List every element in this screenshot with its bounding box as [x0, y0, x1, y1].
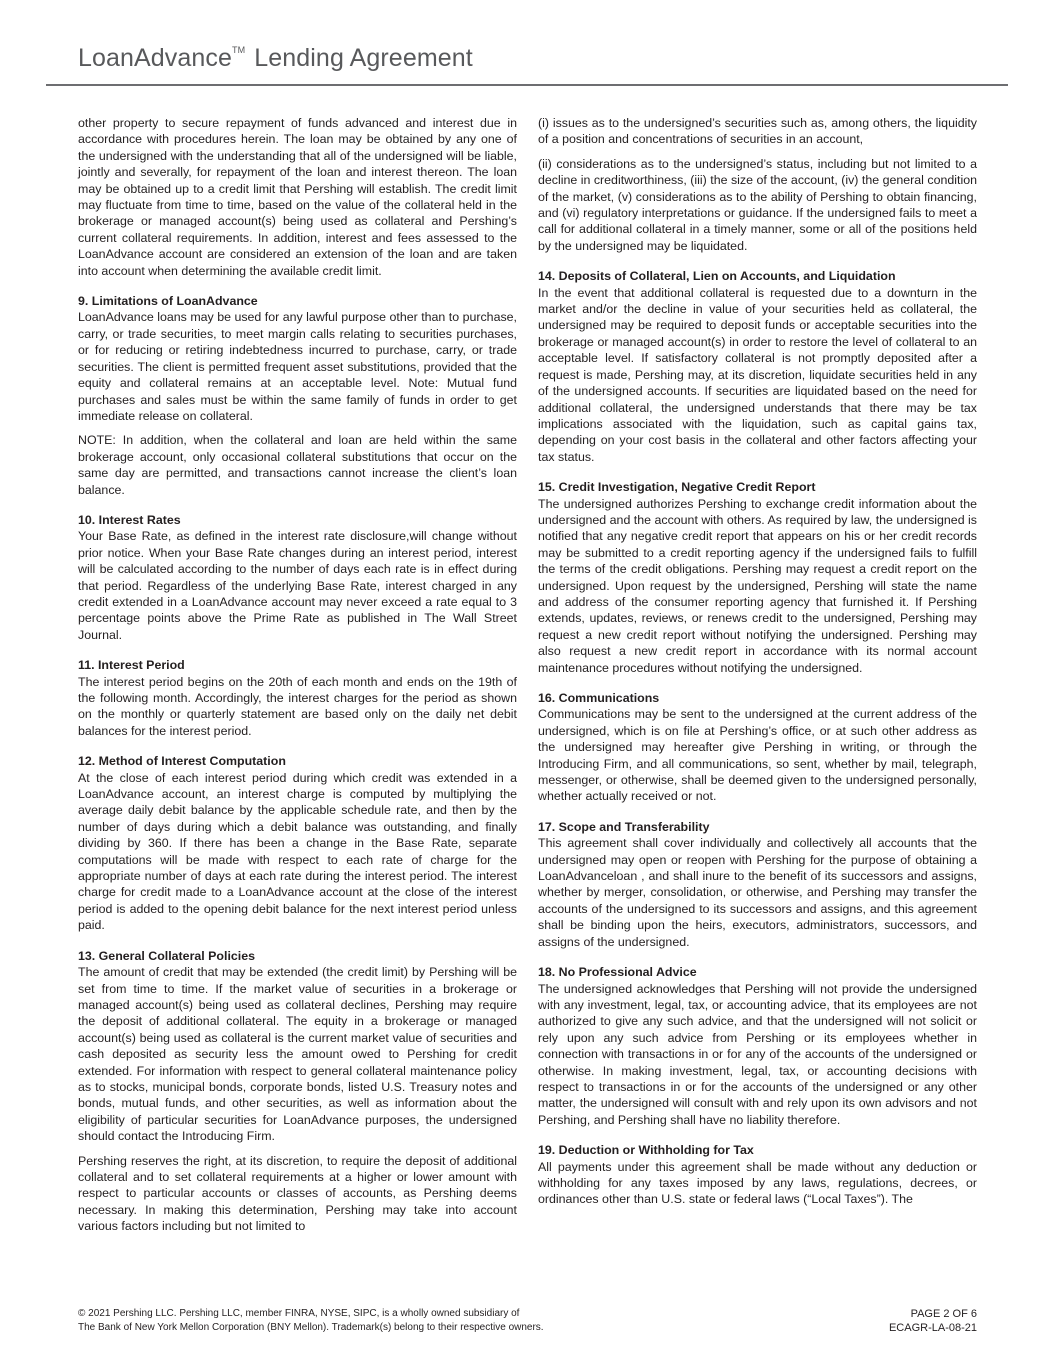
document-title: [78, 44, 1055, 73]
document-header: [78, 44, 1055, 73]
section-15: [538, 479, 977, 676]
section-15-heading: 15. Credit Investigation, Negative Credit Report: [538, 480, 816, 495]
section-19-heading: 19. Deduction or Withholding for Tax: [538, 1143, 754, 1158]
copyright-notice: [78, 1307, 544, 1335]
section-9: [78, 293, 517, 498]
section-17: [538, 819, 977, 950]
section-16: [538, 690, 977, 805]
section-17-paragraph: This agreement shall cover individually and collectively all accounts that the undersigned may open or reopen with Pershing for the purpose of obtaining a LoanAdvanceloan , and shall inure to the benefit of its successors and assigns, whether by merger, consolidation, or otherwise, and Pershing may transfer the accounts of the undersigned to its successors and assigns, and this agreement shall be binding upon the heirs, executors, administrators, successors, and assigns of the undersigned.: [538, 836, 977, 949]
trademark-mark: TM: [232, 45, 246, 55]
right-column: [538, 115, 977, 1222]
section-13-continuation-2: (ii) considerations as to the undersigned’s status, including but not limited to a decline in creditworthiness, (iii) the size of the account, (iv) the general condition of the market, (v) considerations as to the ability of Pershing to obtain financing, and (vi) regulatory interpretations or guidance. If the undersigned fails to meet a call for additional collateral in a timely manner, some or all of the positions held by the undersigned may be liquidated.: [538, 156, 977, 253]
section-12-heading: 12. Method of Interest Computation: [78, 754, 286, 769]
section-12-paragraph: At the close of each interest period during which credit was extended in a LoanAdvance account, an interest charge is computed by multiplying the average daily debit balance by the applicable schedule rate, and then by the number of days during which a debit balance was outstanding, and finally dividing by 360. If there has been a change in the Base Rate, separate computations will be made with respect to each rate of charge for the appropriate number of days at each rate during the interest period. The interest charge for credit made to a LoanAdvance account at the close of the interest period is added to the opening debit balance for the next interest period unless paid.: [78, 770, 517, 933]
section-14-heading: 14. Deposits of Collateral, Lien on Accounts, and Liquidation: [538, 269, 896, 284]
section-10: [78, 512, 517, 643]
section-12: [78, 753, 517, 933]
section-13-paragraph-1: The amount of credit that may be extended (the credit limit) by Pershing will be set from time to time. If the market value of securities in a brokerage or managed account(s) being used as collateral declines, Pershing may require the deposit of additional collateral. The equity in a brokerage or managed account(s) being used as collateral is the current market value of securities and cash deposited as security less the amount owed to Pershing for credit extended. For information with respect to general collateral maintenance policy as to stocks, municipal bonds, corporate bonds, listed U.S. Treasury notes and bonds, mutual funds, and other securities, as well as information about the eligibility of particular securities for LoanAdvance purposes, the undersigned should contact the Introducing Firm.: [78, 965, 517, 1144]
section-9-paragraph-1: LoanAdvance loans may be used for any lawful purpose other than to purchase, carry, or trade securities, to meet margin calls relating to securities purchases, or for reducing or retiring indebtedness incurred to purchase, carry, or trade securities. The client is permitted frequent asset substitutions, provided that the equity and collateral remains at an acceptable level. Note: Mutual fund purchases and sales must be within the same family of funds in order to get immediate release on collateral.: [78, 310, 517, 423]
section-13-heading: 13. General Collateral Policies: [78, 948, 255, 963]
section-11-paragraph: The interest period begins on the 20th of each month and ends on the 19th of the following month. Accordingly, the interest charges for the period as shown on the monthly or quarterly statement are based only on the daily net debit balances for the interest period.: [78, 674, 517, 738]
section-13: [78, 948, 517, 1235]
section-11: [78, 657, 517, 739]
section-15-paragraph: The undersigned authorizes Pershing to exchange credit information about the undersigned and the account with others. As required by law, the undersigned is notified that any negative credit report that appears on his or her credit records may be submitted to a credit reporting agency if the undersigned fails to fulfill the terms of the credit obligations. Pershing may request a credit report on the undersigned. Upon request by the undersigned, Pershing will state the name and address of the consumer reporting agency that furnished it. If Pershing extends, updates, reviews, or renews credit to the undersigned, Pershing may request a new credit report without notifying the undersigned. Pershing may also request a new credit report in accordance with its normal account maintenance procedures without notifying the undersigned.: [538, 496, 977, 675]
form-code: ECAGR-LA-08-21: [888, 1322, 977, 1334]
page-info: [889, 1307, 977, 1335]
section-9-heading: 9. Limitations of LoanAdvance: [78, 294, 258, 309]
header-divider: [46, 84, 1008, 86]
title-rest: Lending Agreement: [247, 44, 473, 72]
section-16-heading: 16. Communications: [538, 691, 660, 705]
section-19-paragraph: All payments under this agreement shall be made without any deduction or withholding for any taxes imposed by any laws, regulations, decrees, or ordinances other than U.S. state or federal laws (“Local Taxes”). The: [538, 1159, 977, 1207]
left-column: [78, 115, 517, 1249]
section-18: [538, 964, 977, 1128]
section-17-heading: 17. Scope and Transferability: [538, 819, 710, 834]
section-10-paragraph: Your Base Rate, as defined in the interest rate disclosure,will change without prior notice. When your Base Rate changes during an interest period, interest will be calculated according to the number of days each rate is in effect during that period. Regardless of the underlying Base Rate, interest charged in any credit extended in a LoanAdvance account may never exceed a rate equal to 3 percentage points above the Prime Rate as published in The Wall Street Journal.: [78, 529, 517, 642]
page-number: PAGE 2 OF 6: [910, 1308, 977, 1320]
section-13-paragraph-2: Pershing reserves the right, at its discretion, to require the deposit of additional collateral and to set collateral requirements at a higher or lower amount with respect to particular accounts or classes of accounts, as Pershing deems necessary. In making this determination, Pershing may take into account various factors including but not limited to: [78, 1153, 517, 1234]
section-8-continuation: other property to secure repayment of funds advanced and interest due in accordance with procedures herein. The loan may be obtained by any one of the undersigned with the understanding that all of the undersigned will be liable, jointly and severally, for repayment of the loan and interest thereon. The loan may be obtained up to a credit limit that Pershing will establish. The credit limit may fluctuate from time to time, based on the value of the collateral held in the brokerage or managed account(s) being used as collateral and Pershing’s current collateral requirements. In addition, interest and fees assessed to the LoanAdvance account are considered an extension of the loan and are taken into account when determining the available credit limit.: [78, 116, 517, 278]
section-19: [538, 1142, 977, 1208]
copyright-line-2: The Bank of New York Mellon Corporation (BNY Mellon). Trademark(s) belong to their respective owners.: [78, 1322, 544, 1333]
section-18-heading: 18. No Professional Advice: [538, 965, 697, 980]
section-13-continuation-1: (i) issues as to the undersigned’s securities such as, among others, the liquidity of a position and concentrations of securities in an account,: [538, 116, 977, 147]
section-10-heading: 10. Interest Rates: [78, 512, 181, 527]
section-11-heading: 11. Interest Period: [78, 658, 185, 673]
section-16-paragraph: Communications may be sent to the undersigned at the current address of the undersigned, which is on file at Pershing’s office, or at such other address as the undersigned may hereafter give Pershing in writing, or through the Introducing Firm, and all communications, so sent, whether by mail, telegraph, messenger, or otherwise, shall be deemed given to the undersigned personally, whether actually received or not.: [538, 707, 977, 804]
section-14: [538, 268, 977, 465]
copyright-line-1: © 2021 Pershing LLC. Pershing LLC, member FINRA, NYSE, SIPC, is a wholly owned subsidiary of: [78, 1308, 520, 1319]
title-brand: LoanAdvance: [78, 44, 233, 72]
section-9-paragraph-2: NOTE: In addition, when the collateral and loan are held within the same brokerage account, only occasional collateral substitutions that occur on the same day are permitted, and transactions cannot increase the client’s loan balance.: [78, 433, 517, 497]
section-14-paragraph: In the event that additional collateral is requested due to a downturn in the market and/or the decline in value of your securities held as collateral, the undersigned may be required to deposit funds or acceptable securities into the brokerage or managed account(s) in order to restore the level of collateral to an acceptable level. If satisfactory collateral is not promptly deposited after a request is made, Pershing may, at its discretion, liquidate securities held in any of the undersigned accounts. If securities are liquidated based on the need for additional collateral, the undersigned understands that there may be tax implications associated with the liquidation, such as capital gains tax, depending on your cost basis in the collateral and other factors affecting your tax status.: [538, 285, 977, 464]
section-18-paragraph: The undersigned acknowledges that Pershing will not provide the undersigned with any investment, legal, tax, or accounting advice, that its employees are not authorized to give any such advice, and that the undersigned will not solicit or rely upon any such advice from Pershing or its employees whether in connection with transactions in or for any of the accounts of the undersigned or otherwise. In making investment, legal, tax, or accounting decisions with respect to transactions in or for the accounts of the undersigned or any other matter, the undersigned will consult with and rely upon its own advisors and not Pershing, and Pershing shall have no liability therefore.: [538, 981, 977, 1127]
